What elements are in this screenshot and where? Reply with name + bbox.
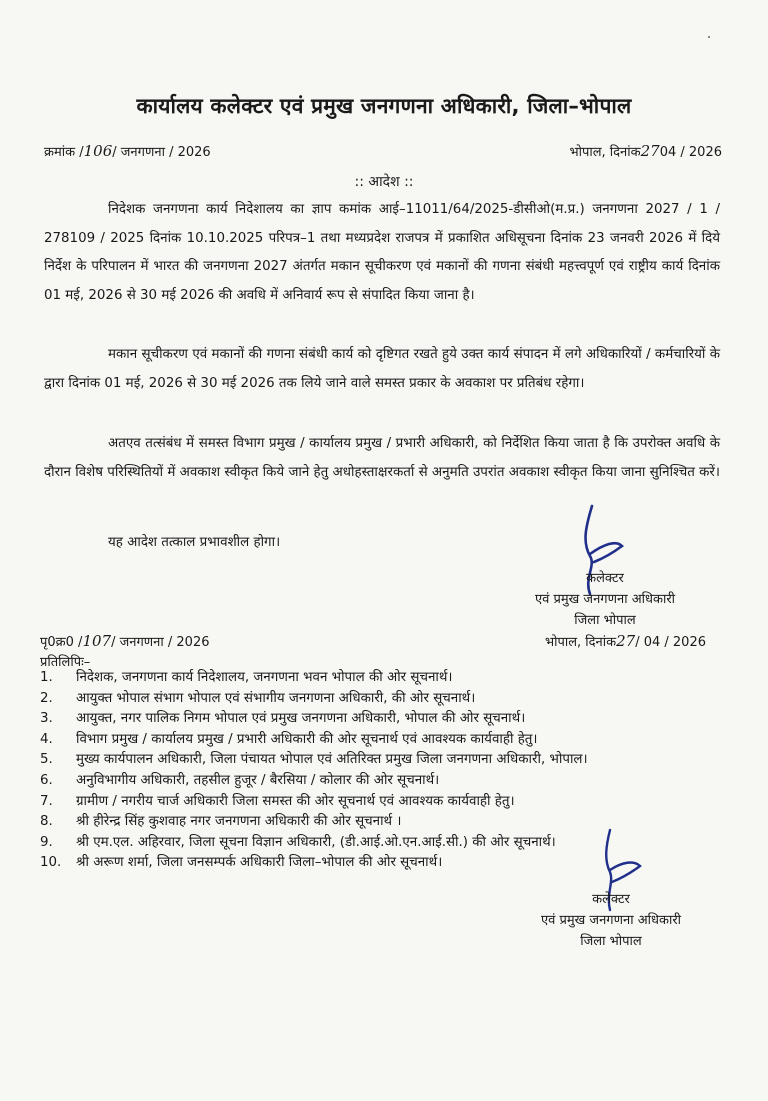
signature-district: जिला भोपाल bbox=[574, 613, 636, 628]
ref-prefix: क्रमांक / bbox=[44, 145, 84, 160]
order-paragraph-2: मकान सूचीकरण एवं मकानों की गणना संबंधी कार्य को दृष्टिगत रखते हुये उक्त कार्य संपादन में लगे अधिकारियों / कर्मचारियों के द्वारा दिनांक 01 मई, 2026 से 30 मई 2026 तक लिये जाने वाले समस्त प्रकार के अवकाश पर प्रतिबंध रहेगा। bbox=[44, 347, 720, 391]
copy-reference bbox=[40, 632, 209, 650]
copy-ref-number: 107 bbox=[82, 632, 112, 650]
copy-date bbox=[545, 632, 706, 650]
copy-date-suffix: / 04 / 2026 bbox=[635, 635, 706, 650]
list-item: 8. श्री हीरेन्द्र सिंह कुशवाह नगर जनगणना अधिकारी की ओर सूचनार्थ । bbox=[40, 814, 402, 830]
list-item: 4. विभाग प्रमुख / कार्यालय प्रमुख / प्रभारी अधिकारी की ओर सूचनार्थ एवं आवश्यक कार्यवाही हेतु। bbox=[40, 731, 538, 747]
signature-role: एवं प्रमुख जनगणना अधिकारी bbox=[540, 913, 682, 928]
list-item: 7. ग्रामीण / नगरीय चार्ज अधिकारी जिला समस्त की ओर सूचनार्थ एवं आवश्यक कार्यवाही हेतु। bbox=[40, 793, 515, 809]
date-day: 27 bbox=[640, 142, 660, 160]
signature-block-2 bbox=[516, 889, 706, 952]
signature-designation: कलेक्टर bbox=[586, 571, 624, 586]
signature-role: एवं प्रमुख जनगणना अधिकारी bbox=[534, 592, 676, 607]
ref-suffix: / जनगणना / 2026 bbox=[112, 145, 211, 160]
order-paragraph-1: निदेशक जनगणना कार्य निदेशालय का ज्ञाप कमांक आई–11011/64/2025-डीसीओ(म.प्र.) जनगणना 2027 / 1 / 278109 / 2025 दिनांक 10.10.2025 परिपत्र–1 तथा मध्यप्रदेश राजपत्र में प्रकाशित अधिसूचना दिनांक 23 जनवरी 2026 में दिये निर्देश के परिपालन में भारत की जनगणना 2027 अंतर्गत मकान सूचीकरण एवं मकानों की गणना संबंधी महत्त्वपूर्ण एवं राष्ट्रीय कार्य दिनांक 01 मई, 2026 से 30 मई 2026 की अवधि में अनिवार्य रूप से संपादित किया जाना है। bbox=[44, 202, 720, 303]
list-item: 3. आयुक्त, नगर पालिक निगम भोपाल एवं प्रमुख जनगणना अधिकारी, भोपाल की ओर सूचनार्थ। bbox=[40, 711, 526, 727]
list-item: 2. आयुक्त भोपाल संभाग भोपाल एवं संभागीय जनगणना अधिकारी, की ओर सूचनार्थ। bbox=[40, 690, 476, 706]
list-item: 6. अनुविभागीय अधिकारी, तहसील हुजूर / बैरसिया / कोलार की ओर सूचनार्थ। bbox=[40, 772, 440, 788]
copy-ref-prefix: पृ0क्र0 / bbox=[40, 635, 83, 650]
copy-date-prefix: भोपाल, दिनांक bbox=[544, 635, 617, 650]
copy-ref-suffix: / जनगणना / 2026 bbox=[111, 635, 210, 650]
list-item: 9. श्री एम.एल. अहिरवार, जिला सूचना विज्ञान अधिकारी, (डी.आई.ओ.एन.आई.सी.) की ओर सूचनार्थ। bbox=[40, 834, 556, 850]
date-prefix: भोपाल, दिनांक bbox=[569, 145, 641, 160]
signature-block bbox=[510, 568, 700, 631]
list-item: 5. मुख्य कार्यपालन अधिकारी, जिला पंचायत भोपाल एवं अतिरिक्त प्रमुख जिला जनगणना अधिकारी, भोपाल। bbox=[40, 752, 588, 768]
order-date bbox=[569, 142, 722, 160]
office-title: कार्यालय कलेक्टर एवं प्रमुख जनगणना अधिकारी, जिला–भोपाल bbox=[136, 94, 632, 118]
order-heading: :: आदेश :: bbox=[354, 174, 414, 190]
signature-designation: कलेक्टर bbox=[592, 892, 630, 907]
date-suffix: 04 / 2026 bbox=[659, 145, 722, 160]
list-item: 1. निदेशक, जनगणना कार्य निदेशालय, जनगणना भवन भोपाल की ओर सूचनार्थ। bbox=[40, 670, 453, 685]
list-item: 10. श्री अरूण शर्मा, जिला जनसम्पर्क अधिकारी जिला–भोपाल की ओर सूचनार्थ। bbox=[40, 855, 443, 871]
ref-number: 106 bbox=[83, 142, 113, 160]
order-paragraph-3: अतएव तत्संबंध में समस्त विभाग प्रमुख / कार्यालय प्रमुख / प्रभारी अधिकारी, को निर्देशित किया जाता है कि उपरोक्त अवधि के दौरान विशेष परिस्थितियों में अवकाश स्वीकृत किये जाने हेतु अधोहस्ताक्षरकर्ता से अनुमति उपरांत अवकाश स्वीकृत किया जाना सुनिश्चित करें। bbox=[44, 436, 720, 480]
order-paragraph-4: यह आदेश तत्काल प्रभावशील होगा। bbox=[108, 535, 281, 550]
order-reference bbox=[44, 142, 211, 160]
copy-date-day: 27 bbox=[616, 632, 636, 650]
copy-heading: प्रतिलिपिः– bbox=[40, 655, 91, 670]
scan-speck bbox=[708, 36, 710, 38]
signature-district: जिला भोपाल bbox=[580, 934, 642, 949]
